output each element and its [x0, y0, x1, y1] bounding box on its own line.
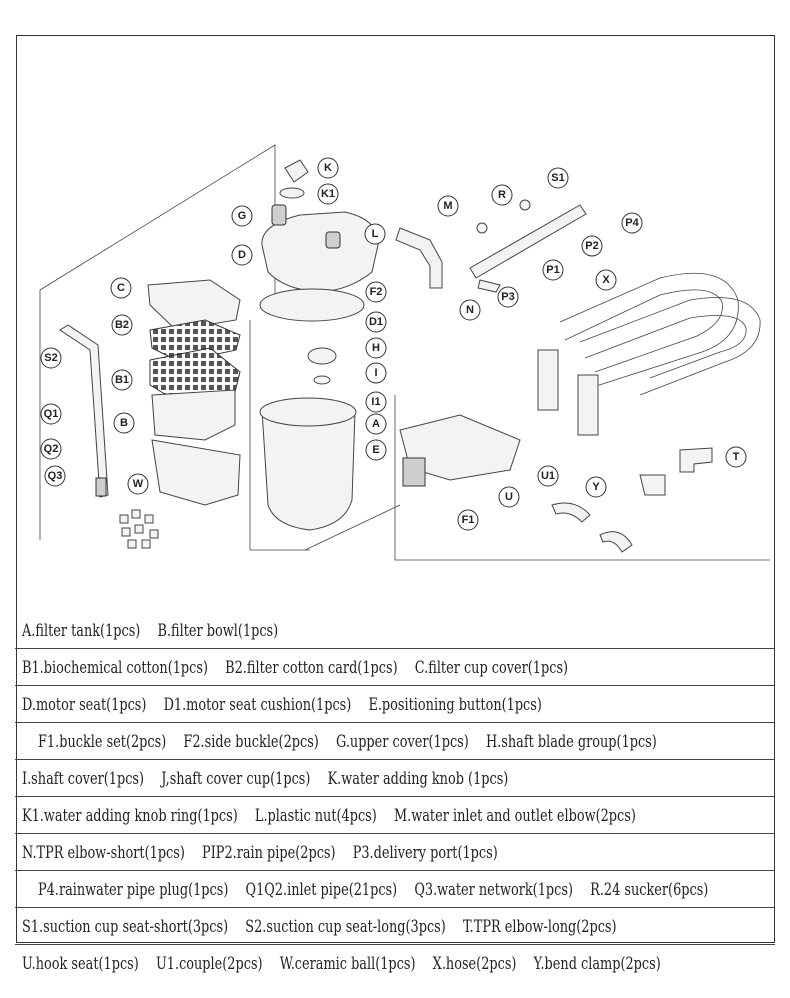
legend-item: T.TPR elbow-long(2pcs) — [462, 917, 617, 936]
legend-item: S1.suction cup seat-short(3pcs) — [22, 917, 229, 936]
legend-item: E.positioning button(1pcs) — [368, 695, 542, 714]
svg-text:Q2: Q2 — [43, 443, 59, 455]
svg-text:B: B — [120, 417, 128, 429]
elbows-part — [552, 448, 712, 552]
svg-text:B1: B1 — [114, 374, 130, 386]
svg-text:Q1: Q1 — [43, 408, 59, 420]
callout-i1 — [366, 392, 386, 412]
svg-text:W: W — [132, 478, 144, 490]
callout-b1 — [112, 370, 132, 390]
legend-item: S2.suction cup seat-long(3pcs) — [245, 917, 446, 936]
legend-divider — [15, 944, 775, 945]
svg-text:K: K — [324, 162, 332, 174]
callout-d1 — [366, 312, 386, 332]
callout-f1 — [458, 510, 478, 530]
svg-text:D1: D1 — [368, 316, 384, 328]
callout-n — [460, 300, 480, 320]
callout-f2 — [366, 282, 386, 302]
legend-item: F2.side buckle(2pcs) — [183, 732, 319, 751]
legend-row — [22, 612, 295, 649]
callout-x — [596, 270, 616, 290]
callout-d — [232, 245, 252, 265]
legend-row — [38, 723, 674, 760]
legend-item: B.filter bowl(1pcs) — [157, 621, 279, 640]
legend-item: H.shaft blade group(1pcs) — [485, 732, 657, 751]
svg-text:B2: B2 — [114, 319, 130, 331]
callout-e — [366, 440, 386, 460]
legend-row — [22, 797, 653, 834]
legend-item: X.hose(2pcs) — [432, 954, 517, 973]
svg-text:U: U — [505, 491, 513, 503]
callout-w — [128, 474, 148, 494]
legend-row — [22, 649, 585, 686]
callout-i — [366, 363, 386, 383]
svg-text:R: R — [498, 189, 506, 201]
svg-text:Y: Y — [592, 481, 600, 493]
legend-item: Q3.water network(1pcs) — [414, 880, 573, 899]
svg-text:M: M — [443, 200, 453, 212]
callout-p2 — [582, 236, 602, 256]
svg-text:I1: I1 — [371, 396, 381, 408]
svg-text:P3: P3 — [501, 291, 515, 303]
callout-m — [438, 196, 458, 216]
legend-item: I.shaft cover(1pcs) — [22, 769, 145, 788]
legend-divider — [15, 722, 775, 723]
legend-item: W.ceramic ball(1pcs) — [279, 954, 416, 973]
svg-text:G: G — [237, 210, 247, 222]
svg-text:P2: P2 — [585, 240, 599, 252]
legend-item: J,shaft cover cup(1pcs) — [161, 769, 311, 788]
callout-p3 — [498, 287, 518, 307]
legend-item: L.plastic nut(4pcs) — [254, 806, 377, 825]
legend-item: N.TPR elbow-short(1pcs) — [22, 843, 185, 862]
legend-divider — [15, 796, 775, 797]
svg-text:U1: U1 — [540, 470, 556, 482]
svg-text:N: N — [466, 304, 474, 316]
callout-k1 — [318, 184, 338, 204]
legend-item: PIP2.rain pipe(2pcs) — [202, 843, 336, 862]
svg-text:P4: P4 — [625, 217, 639, 229]
callout-q3 — [45, 466, 65, 486]
callout-t — [726, 447, 746, 467]
svg-text:X: X — [602, 274, 610, 286]
svg-text:K1: K1 — [320, 188, 336, 200]
legend-item: P4.rainwater pipe plug(1pcs) — [38, 880, 229, 899]
legend-divider — [15, 648, 775, 649]
legend-item: D.motor seat(1pcs) — [22, 695, 147, 714]
legend-item: A.filter tank(1pcs) — [22, 621, 141, 640]
legend-item: U1.couple(2pcs) — [155, 954, 263, 973]
svg-text:E: E — [372, 444, 380, 456]
svg-text:D: D — [238, 249, 246, 261]
legend-item: R.24 sucker(6pcs) — [590, 880, 709, 899]
callout-g — [232, 206, 252, 226]
legend-item: Q1Q2.inlet pipe(21pcs) — [245, 880, 398, 899]
callout-q1 — [41, 404, 61, 424]
legend-item: M.water inlet and outlet elbow(2pcs) — [393, 806, 636, 825]
callout-l — [365, 224, 385, 244]
hook-seat-part — [400, 350, 598, 486]
callout-a — [366, 414, 386, 434]
callout-labels — [41, 158, 746, 530]
callout-u — [499, 487, 519, 507]
callout-b — [114, 413, 134, 433]
svg-text:F1: F1 — [461, 514, 475, 526]
callout-k — [318, 158, 338, 178]
legend-item: K.water adding knob (1pcs) — [327, 769, 509, 788]
callout-p4 — [622, 213, 642, 233]
legend-item: B1.biochemical cotton(1pcs) — [22, 658, 208, 677]
legend-item: D1.motor seat cushion(1pcs) — [163, 695, 352, 714]
svg-text:S2: S2 — [44, 352, 58, 364]
svg-text:P1: P1 — [546, 264, 560, 276]
legend-item: P3.delivery port(1pcs) — [352, 843, 498, 862]
inlet-pipe-part — [60, 325, 108, 497]
legend-divider — [15, 833, 775, 834]
ceramic-balls-part — [120, 510, 158, 548]
callout-b2 — [112, 315, 132, 335]
callout-q2 — [41, 439, 61, 459]
legend-item: F1.buckle set(2pcs) — [38, 732, 167, 751]
legend-row — [22, 908, 634, 945]
callout-s1 — [548, 168, 568, 188]
legend-divider — [15, 907, 775, 908]
legend-item: B2.filter cotton card(1pcs) — [225, 658, 398, 677]
legend-divider — [15, 685, 775, 686]
svg-text:L: L — [371, 228, 379, 240]
legend-item: U.hook seat(1pcs) — [22, 954, 139, 973]
callout-h — [366, 338, 386, 358]
svg-text:S1: S1 — [551, 172, 565, 184]
callout-c — [111, 278, 131, 298]
legend-item: K1.water adding knob ring(1pcs) — [22, 806, 238, 825]
svg-text:F2: F2 — [369, 286, 383, 298]
legend-divider — [15, 759, 775, 760]
svg-text:I: I — [374, 367, 378, 379]
filter-stack-part — [148, 280, 240, 505]
svg-text:A: A — [372, 418, 380, 430]
legend-divider — [15, 870, 775, 871]
legend-row — [22, 834, 515, 871]
legend-row — [22, 945, 678, 982]
svg-text:H: H — [372, 342, 380, 354]
legend-row — [22, 686, 559, 723]
callout-r — [492, 185, 512, 205]
filter-tank-part — [260, 398, 356, 530]
svg-text:T: T — [732, 451, 740, 463]
legend-row — [38, 871, 725, 908]
legend-item: G.upper cover(1pcs) — [335, 732, 469, 751]
svg-text:C: C — [117, 282, 125, 294]
legend-item: C.filter cup cover(1pcs) — [414, 658, 569, 677]
callout-p1 — [543, 260, 563, 280]
callout-s2 — [41, 348, 61, 368]
svg-text:Q3: Q3 — [47, 470, 63, 482]
callout-y — [586, 477, 606, 497]
legend-item: Y.bend clamp(2pcs) — [533, 954, 661, 973]
callout-u1 — [538, 466, 558, 486]
legend-row — [22, 760, 525, 797]
